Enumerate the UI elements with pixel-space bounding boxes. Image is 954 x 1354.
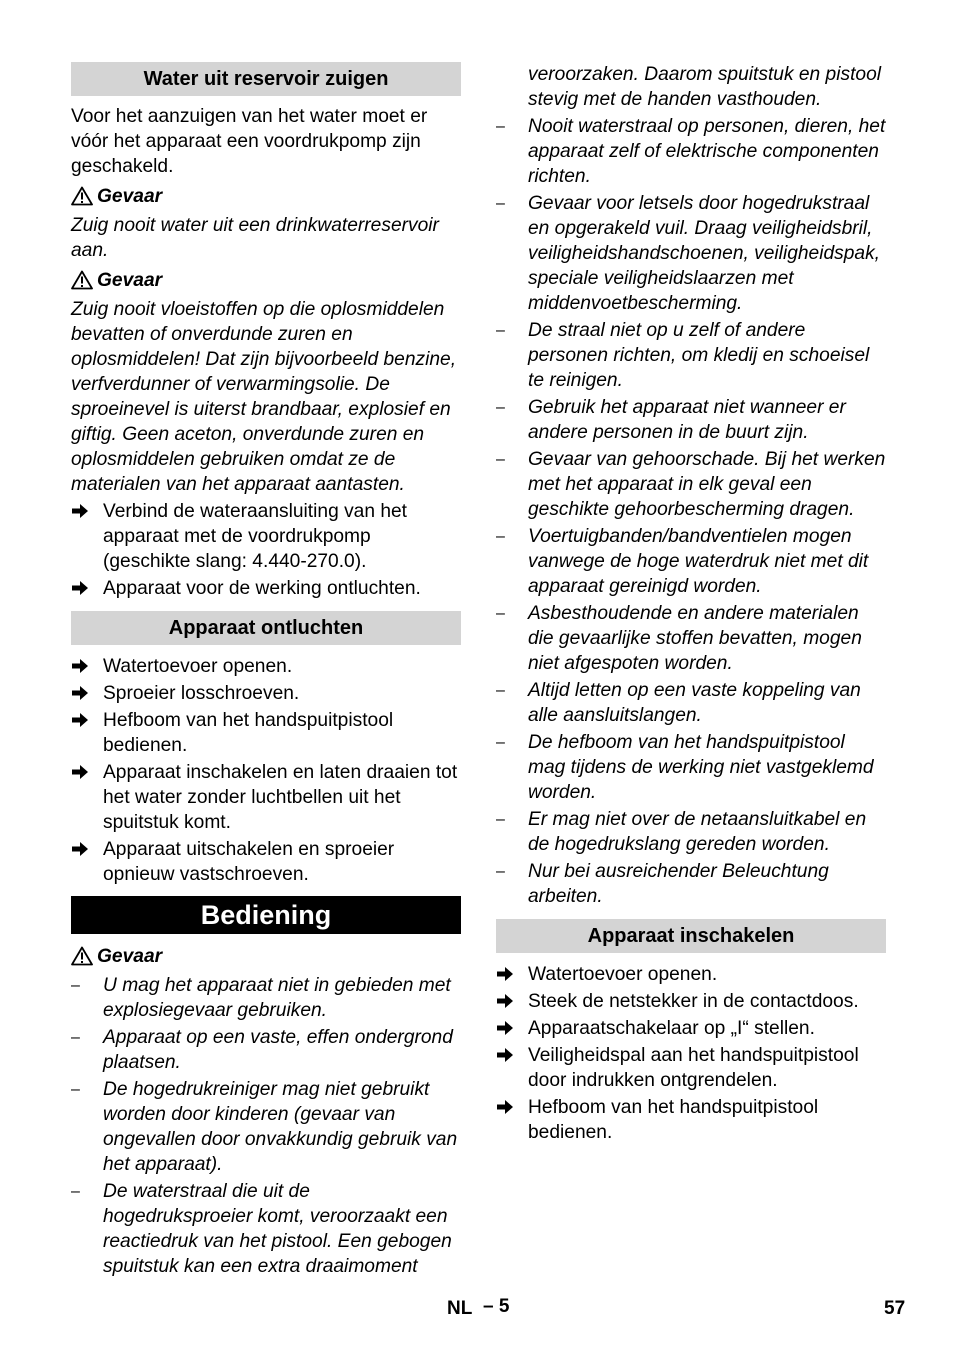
dash-marker: –	[496, 734, 505, 751]
footer-section-page: – 5	[483, 1296, 510, 1317]
section-heading-inschakelen: Apparaat inschakelen	[496, 919, 886, 953]
list-item: – U mag het apparaat niet in gebieden met explosiegevaar gebruiken.	[71, 975, 451, 1021]
list-item: – Nooit waterstraal op personen, dieren, het apparaat zelf of elektrische componenten richten.	[496, 116, 886, 187]
arrow-right-icon	[496, 1016, 528, 1041]
list-item: – De waterstraal die uit de hogedruksproeier komt, veroorzaakt een reactiedruk van het pistool. Een gebogen spuitstuk kan een extra draaimoment	[71, 1181, 452, 1277]
dash-marker: –	[496, 811, 505, 828]
warning-label: Gevaar	[97, 270, 163, 291]
arrow-right-icon	[71, 654, 103, 679]
dash-marker: –	[496, 528, 505, 545]
dash-marker: –	[496, 322, 505, 339]
warning-triangle-icon	[71, 270, 97, 292]
list-item: – De straal niet op u zelf of andere personen richten, om kledij en schoeisel te reinigen.	[496, 320, 870, 391]
right-column	[496, 62, 886, 1145]
list-item: Watertoevoer openen.	[71, 654, 461, 679]
warning-label: Gevaar	[97, 946, 163, 967]
list-item: – Asbesthoudende en andere materialen die gevaarlijke stoffen bevatten, mogen niet afgespoten worden.	[496, 603, 862, 674]
warning-label: Gevaar	[97, 186, 163, 207]
safety-list	[71, 973, 461, 1279]
list-item: Sproeier losschroeven.	[71, 681, 461, 706]
section-heading-ontluchten: Apparaat ontluchten	[71, 611, 461, 645]
warning-heading	[71, 944, 461, 969]
list-item: Apparaat uitschakelen en sproeier opnieuw vastschroeven.	[71, 837, 461, 887]
left-column	[71, 62, 461, 1279]
list-item: Apparaatschakelaar op „I“ stellen.	[496, 1016, 886, 1041]
dash-marker: –	[496, 605, 505, 622]
arrow-right-icon	[71, 837, 103, 887]
arrow-right-icon	[71, 708, 103, 758]
list-item: Apparaat voor de werking ontluchten.	[71, 576, 461, 601]
list-item: – De hogedrukreiniger mag niet gebruikt worden door kinderen (gevaar van ongevallen door onvakkundig gebruik van het apparaat).	[71, 1079, 458, 1175]
step-list	[496, 962, 886, 1145]
warning-text: Zuig nooit vloeistoffen op die oplosmiddelen bevatten of onverdunde zuren en oplosmiddelen! Dat zijn bijvoorbeeld benzine, verfverdunner of verwarmingsolie. De sproeinevel is uiterst brandbaar, explosief en giftig. Geen aceton, onverdunde zuren en oplosmiddelen gebruiken omdat ze de materialen van het apparaat aantasten.	[71, 299, 457, 495]
list-item: – Nur bei ausreichender Beleuchtung arbeiten.	[496, 861, 829, 907]
list-item: – De hefboom van het handspuitpistool mag tijdens de werking niet vastgeklemd worden.	[496, 732, 874, 803]
dash-marker: –	[496, 682, 505, 699]
footer-language: NL	[447, 1298, 473, 1319]
list-item: – Er mag niet over de netaansluitkabel en de hogedrukslang gereden worden.	[496, 809, 867, 855]
list-item: – Altijd letten op een vaste koppeling van alle aansluitslangen.	[496, 680, 861, 726]
list-item: Hefboom van het handspuitpistool bedienen.	[496, 1095, 886, 1145]
intro-paragraph: Voor het aanzuigen van het water moet er vóór het apparaat een voordrukpomp zijn geschakeld.	[71, 106, 428, 177]
list-item-continuation: veroorzaken. Daarom spuitstuk en pistool stevig met de handen vasthouden.	[528, 64, 882, 110]
dash-marker: –	[496, 863, 505, 880]
list-item: – Gevaar voor letsels door hogedrukstraal en opgerakeld vuil. Draag veiligheidsbril, veiligheidshandschoenen, veiligheidspak, speciale veiligheidslaarzen met middenvoetbescherming.	[496, 193, 881, 314]
list-item: Verbind de wateraansluiting van het apparaat met de voordrukpomp (geschikte slang: 4.440-270.0).	[71, 499, 461, 574]
list-item: – Apparaat op een vaste, effen ondergrond plaatsen.	[71, 1027, 453, 1073]
list-item: Hefboom van het handspuitpistool bedienen.	[71, 708, 461, 758]
chapter-heading-bediening: Bediening	[71, 896, 461, 934]
list-item: – Voertuigbanden/bandventielen mogen vanwege de hoge waterdruk niet met dit apparaat gereinigd worden.	[496, 526, 869, 597]
list-item: Watertoevoer openen.	[496, 962, 886, 987]
arrow-right-icon	[71, 499, 103, 574]
warning-text: Zuig nooit water uit een drinkwaterreservoir aan.	[71, 215, 439, 261]
safety-list-continued	[496, 62, 886, 909]
list-item: – Gevaar van gehoorschade. Bij het werken met het apparaat in elk geval een geschikte gehoorbescherming dragen.	[496, 449, 886, 520]
section-heading-reservoir: Water uit reservoir zuigen	[71, 62, 461, 96]
arrow-right-icon	[496, 1095, 528, 1145]
arrow-right-icon	[71, 576, 103, 601]
dash-marker: –	[496, 399, 505, 416]
arrow-right-icon	[71, 681, 103, 706]
page-number: 57	[884, 1298, 906, 1319]
dash-marker: –	[71, 1081, 80, 1098]
step-list	[71, 654, 461, 887]
list-item: – Gebruik het apparaat niet wanneer er andere personen in de buurt zijn.	[496, 397, 846, 443]
dash-marker: –	[496, 195, 505, 212]
warning-triangle-icon	[71, 186, 97, 208]
warning-heading	[71, 184, 461, 209]
dash-marker: –	[71, 1029, 80, 1046]
warning-heading	[71, 268, 461, 293]
dash-marker: –	[71, 977, 80, 994]
dash-marker: –	[496, 451, 505, 468]
dash-marker: –	[71, 1183, 80, 1200]
step-list	[71, 499, 461, 601]
arrow-right-icon	[496, 962, 528, 987]
arrow-right-icon	[496, 989, 528, 1014]
dash-marker: –	[496, 118, 505, 135]
warning-triangle-icon	[71, 946, 97, 968]
arrow-right-icon	[496, 1043, 528, 1093]
list-item: Veiligheidspal aan het handspuitpistool door indrukken ontgrendelen.	[496, 1043, 886, 1093]
list-item: Steek de netstekker in de contactdoos.	[496, 989, 886, 1014]
arrow-right-icon	[71, 760, 103, 835]
list-item: Apparaat inschakelen en laten draaien tot het water zonder luchtbellen uit het spuitstuk komt.	[71, 760, 461, 835]
